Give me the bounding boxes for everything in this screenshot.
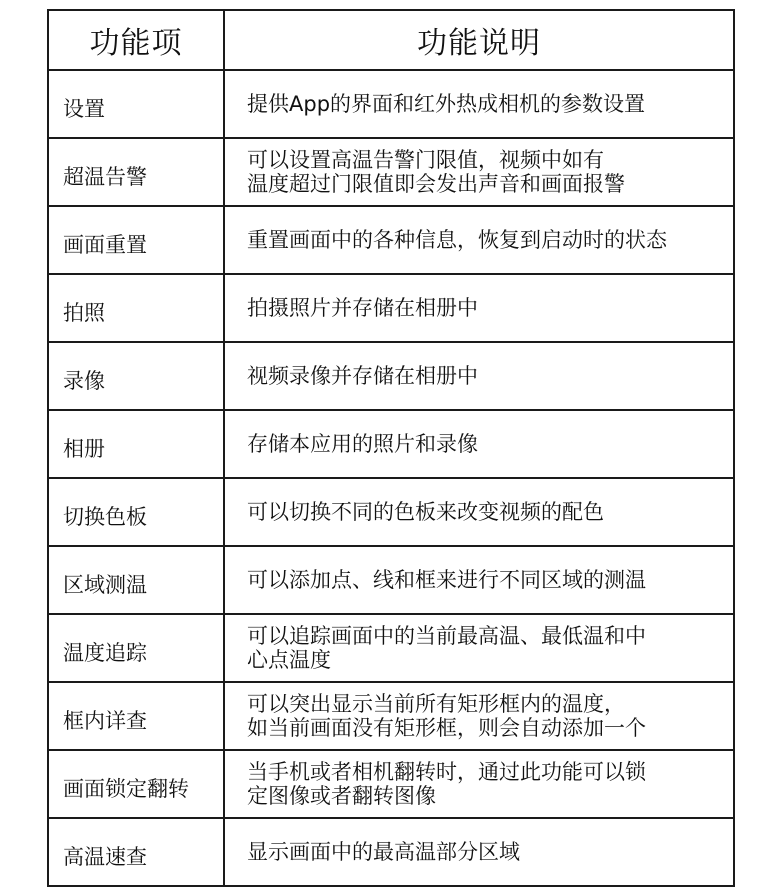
feature-description: 存储本应用的照片和录像 <box>224 410 734 478</box>
table-header-row <box>48 10 734 70</box>
header-feature-name: 功能项 <box>48 10 224 70</box>
feature-description: 可以添加点、线和框来进行不同区域的测温 <box>224 546 734 614</box>
table-row <box>48 410 734 478</box>
feature-name: 温度追踪 <box>48 614 224 682</box>
feature-name: 超温告警 <box>48 138 224 206</box>
table-row <box>48 614 734 682</box>
table-row <box>48 478 734 546</box>
table-row <box>48 546 734 614</box>
feature-name: 拍照 <box>48 274 224 342</box>
feature-description: 可以突出显示当前所有矩形框内的温度， 如当前画面没有矩形框，则会自动添加一个 <box>224 682 734 750</box>
feature-name: 框内详查 <box>48 682 224 750</box>
table-row <box>48 70 734 138</box>
feature-name: 高温速查 <box>48 818 224 886</box>
table-row <box>48 206 734 274</box>
table-row <box>48 818 734 886</box>
table-row <box>48 682 734 750</box>
table-row <box>48 342 734 410</box>
feature-name: 画面重置 <box>48 206 224 274</box>
feature-description: 提供App的界面和红外热成相机的参数设置 <box>224 70 734 138</box>
feature-name: 设置 <box>48 70 224 138</box>
feature-description: 拍摄照片并存储在相册中 <box>224 274 734 342</box>
table-row <box>48 138 734 206</box>
feature-description: 可以切换不同的色板来改变视频的配色 <box>224 478 734 546</box>
feature-description: 可以追踪画面中的当前最高温、最低温和中 心点温度 <box>224 614 734 682</box>
feature-table <box>47 9 735 887</box>
feature-description: 重置画面中的各种信息，恢复到启动时的状态 <box>224 206 734 274</box>
header-feature-description: 功能说明 <box>224 10 734 70</box>
table-row <box>48 274 734 342</box>
feature-description: 显示画面中的最高温部分区域 <box>224 818 734 886</box>
feature-name: 画面锁定翻转 <box>48 750 224 818</box>
feature-name: 相册 <box>48 410 224 478</box>
feature-description: 当手机或者相机翻转时，通过此功能可以锁 定图像或者翻转图像 <box>224 750 734 818</box>
feature-name: 区域测温 <box>48 546 224 614</box>
feature-description: 视频录像并存储在相册中 <box>224 342 734 410</box>
feature-description: 可以设置高温告警门限值，视频中如有 温度超过门限值即会发出声音和画面报警 <box>224 138 734 206</box>
feature-name: 录像 <box>48 342 224 410</box>
feature-name: 切换色板 <box>48 478 224 546</box>
table-row <box>48 750 734 818</box>
